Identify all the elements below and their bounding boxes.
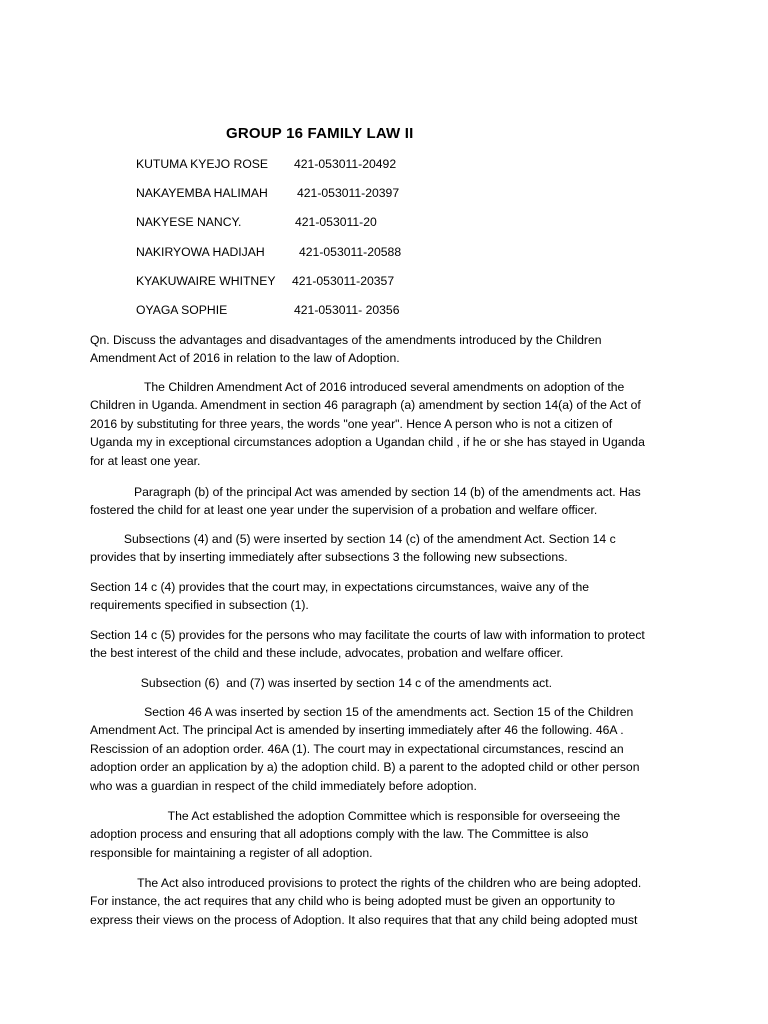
body-paragraph [90, 483, 680, 520]
member-reg-no: 421-053011-20397 [297, 186, 400, 200]
member-reg-no: 421-053011- 20356 [294, 303, 400, 317]
body-paragraph [90, 626, 680, 663]
text-line: Rescission of an adoption order. 46A (1). The court may in expectational circumstances, rescind an [90, 741, 624, 756]
text-line: For instance, the act requires that any child who is being adopted must be given an opportunity to [90, 894, 616, 909]
text-line: 2016 by substituting for three years, the words "one year". Hence A person who is not a citizen of [90, 416, 613, 431]
body-paragraph [90, 703, 680, 795]
member-name: NAKYESE NANCY. [136, 215, 242, 229]
text-line: Qn. Discuss the advantages and disadvantages of the amendments introduced by the Children [90, 333, 602, 347]
text-line: express their views on the process of Adoption. It also requires that that any child being adopted must [90, 912, 638, 927]
text-line: Section 46 A was inserted by section 15 of the amendments act. Section 15 of the Children [90, 705, 634, 719]
body-paragraph [90, 807, 680, 862]
text-line: adoption process and ensuring that all adoptions comply with the law. The Committee is also [90, 827, 589, 842]
text-line: provides that by inserting immediately after subsections 3 the following new subsections. [90, 550, 568, 565]
text-line: adoption order an application by a) the adoption child. B) a parent to the adopted child or other person [90, 760, 640, 775]
body-paragraph [90, 578, 680, 615]
text-line: Uganda my in exceptional circumstances adoption a Ugandan child , if he or she has stayed in Uganda [90, 435, 645, 450]
text-line: Subsection (6) and (7) was inserted by section 14 c of the amendments act. [90, 676, 552, 690]
text-line: The Act also introduced provisions to protect the rights of the children who are being adopted. [90, 876, 642, 890]
text-line: The Act established the adoption Committee which is responsible for overseeing the [90, 809, 621, 823]
text-line: who was a guardian in respect of the child immediately before adoption. [90, 778, 477, 793]
member-reg-no: 421-053011-20588 [299, 245, 402, 259]
body-paragraph [90, 674, 680, 692]
document-title: GROUP 16 FAMILY LAW II [226, 125, 414, 142]
body-paragraph [90, 874, 680, 929]
text-line: Amendment Act of 2016 in relation to the law of Adoption. [90, 351, 400, 366]
text-line: responsible for maintaining a register of all adoption. [90, 845, 373, 860]
member-name: NAKIRYOWA HADIJAH [136, 245, 265, 259]
member-name: NAKAYEMBA HALIMAH [136, 186, 268, 200]
body-paragraph [90, 530, 680, 567]
text-line: Children in Uganda. Amendment in section 46 paragraph (a) amendment by section 14(a) of the Act of [90, 398, 641, 413]
text-line: the best interest of the child and these include, advocates, probation and welfare officer. [90, 646, 564, 661]
text-line: Paragraph (b) of the principal Act was amended by section 14 (b) of the amendments act. Has [90, 485, 641, 499]
text-line: The Children Amendment Act of 2016 introduced several amendments on adoption of the [90, 380, 625, 394]
member-reg-no: 421-053011-20492 [294, 157, 397, 171]
text-line: Section 14 c (4) provides that the court may, in expectations circumstances, waive any of the [90, 580, 590, 594]
text-line: Amendment Act. The principal Act is amended by inserting immediately after 46 the following. 46A . [90, 723, 624, 738]
text-line: fostered the child for at least one year under the supervision of a probation and welfare officer. [90, 503, 598, 518]
question-paragraph [90, 331, 680, 368]
member-reg-no: 421-053011-20 [295, 215, 377, 229]
body-paragraph [90, 378, 680, 470]
text-line: requirements specified in subsection (1). [90, 598, 309, 613]
text-line: Section 14 c (5) provides for the persons who may facilitate the courts of law with information to protect [90, 628, 645, 642]
member-name: OYAGA SOPHIE [136, 303, 228, 317]
member-name: KYAKUWAIRE WHITNEY [136, 274, 276, 288]
text-line: for at least one year. [90, 453, 201, 468]
text-line: Subsections (4) and (5) were inserted by section 14 (c) of the amendment Act. Section 14 c [90, 532, 616, 546]
member-name: KUTUMA KYEJO ROSE [136, 157, 269, 171]
member-reg-no: 421-053011-20357 [292, 274, 395, 288]
